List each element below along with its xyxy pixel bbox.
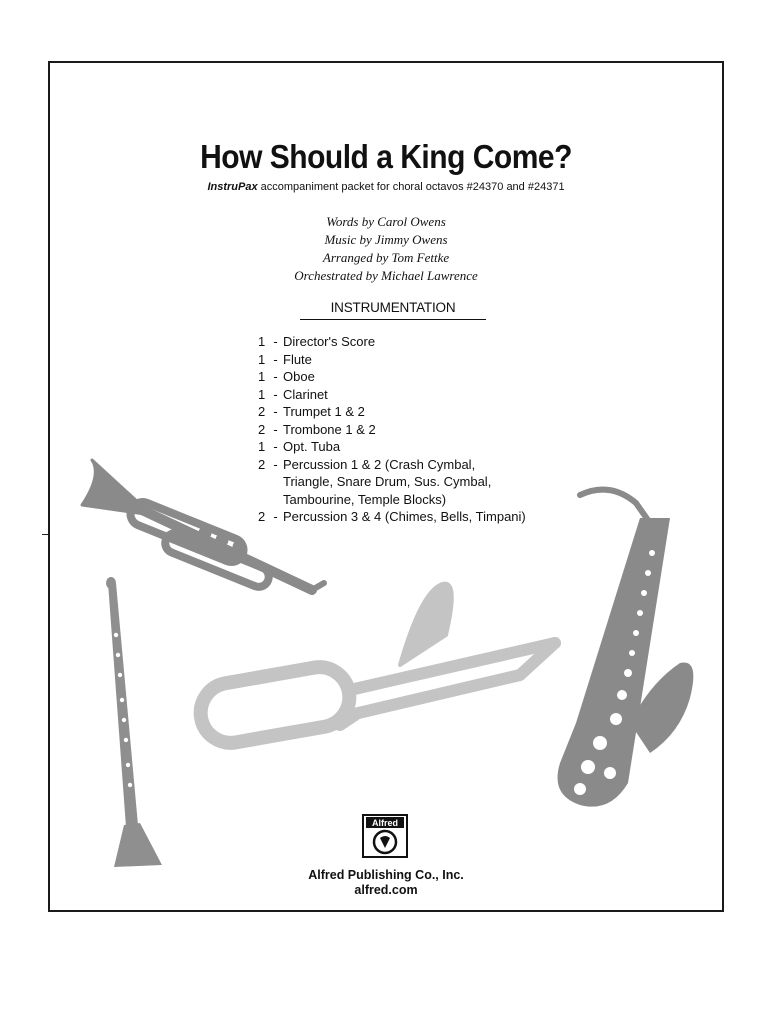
instrument-qty: 2: [258, 421, 266, 437]
instrument-qty: 1: [258, 439, 266, 454]
publisher-url: alfred.com: [354, 883, 418, 897]
instrument-name: Percussion 1 & 2 (Crash Cymbal,: [283, 456, 476, 472]
instrument-dash: -: [273, 439, 278, 454]
instrument-qty: 2: [258, 509, 266, 524]
instrument-dash: -: [273, 421, 278, 437]
instrument-dash: -: [273, 351, 278, 367]
instrumentation-heading: INSTRUMENTATION: [300, 300, 486, 320]
instrument-qty: 2: [258, 404, 266, 419]
instrument-row: [258, 351, 526, 369]
cover-frame: [48, 61, 724, 912]
credit-words: Words by Carol Owens: [326, 214, 446, 229]
subtitle-text: accompaniment packet for choral octavos #24370 and #24371: [257, 181, 565, 193]
instrument-qty: 1: [258, 369, 266, 384]
instrument-qty: 2: [258, 456, 266, 472]
instrument-name: Percussion 3 & 4 (Chimes, Bells, Timpani): [283, 509, 526, 524]
clarinet-icon: [94, 575, 184, 875]
page-title: How Should a King Come?: [200, 138, 572, 176]
instrument-dash: -: [273, 334, 278, 349]
logo-text: Alfred: [371, 818, 399, 828]
publisher-block: [50, 868, 722, 898]
credit-music: Music by Jimmy Owens: [324, 232, 448, 247]
credits: [50, 213, 722, 285]
instrument-dash: -: [273, 509, 278, 524]
instrument-name: Trumpet 1 & 2: [283, 404, 365, 419]
instrument-name: Director's Score: [283, 334, 376, 349]
instrument-name: Tambourine, Temple Blocks): [283, 491, 447, 507]
trombone-icon: [190, 575, 570, 755]
instrument-name: Opt. Tuba: [283, 439, 341, 454]
instrument-row: [258, 403, 526, 421]
instrument-dash: -: [273, 369, 278, 384]
instrument-name: Clarinet: [283, 386, 328, 402]
instrument-row: [258, 333, 526, 351]
instrument-qty: 1: [258, 386, 266, 402]
subtitle-brand: InstruPax: [207, 181, 258, 193]
instrument-row: [258, 368, 526, 386]
subtitle: [50, 181, 722, 193]
instrument-qty: 1: [258, 351, 266, 367]
instrument-name: Triangle, Snare Drum, Sus. Cymbal,: [283, 474, 492, 489]
alfred-logo-icon: [362, 814, 408, 858]
instrument-row: [258, 421, 526, 439]
credit-orchestrated: Orchestrated by Michael Lawrence: [294, 268, 478, 283]
instrument-row: [258, 438, 526, 456]
instrument-name: Flute: [283, 351, 312, 367]
instrument-name: Trombone 1 & 2: [283, 421, 376, 437]
publisher-name: Alfred Publishing Co., Inc.: [308, 868, 464, 882]
saxophone-icon: [540, 483, 710, 823]
instrument-qty: 1: [258, 334, 266, 349]
instrument-dash: -: [273, 404, 278, 419]
instrument-dash: -: [273, 386, 278, 402]
instrument-dash: -: [273, 456, 278, 472]
instrument-row: [258, 386, 526, 404]
credit-arranged: Arranged by Tom Fettke: [322, 250, 450, 265]
instrument-name: Oboe: [283, 369, 315, 384]
